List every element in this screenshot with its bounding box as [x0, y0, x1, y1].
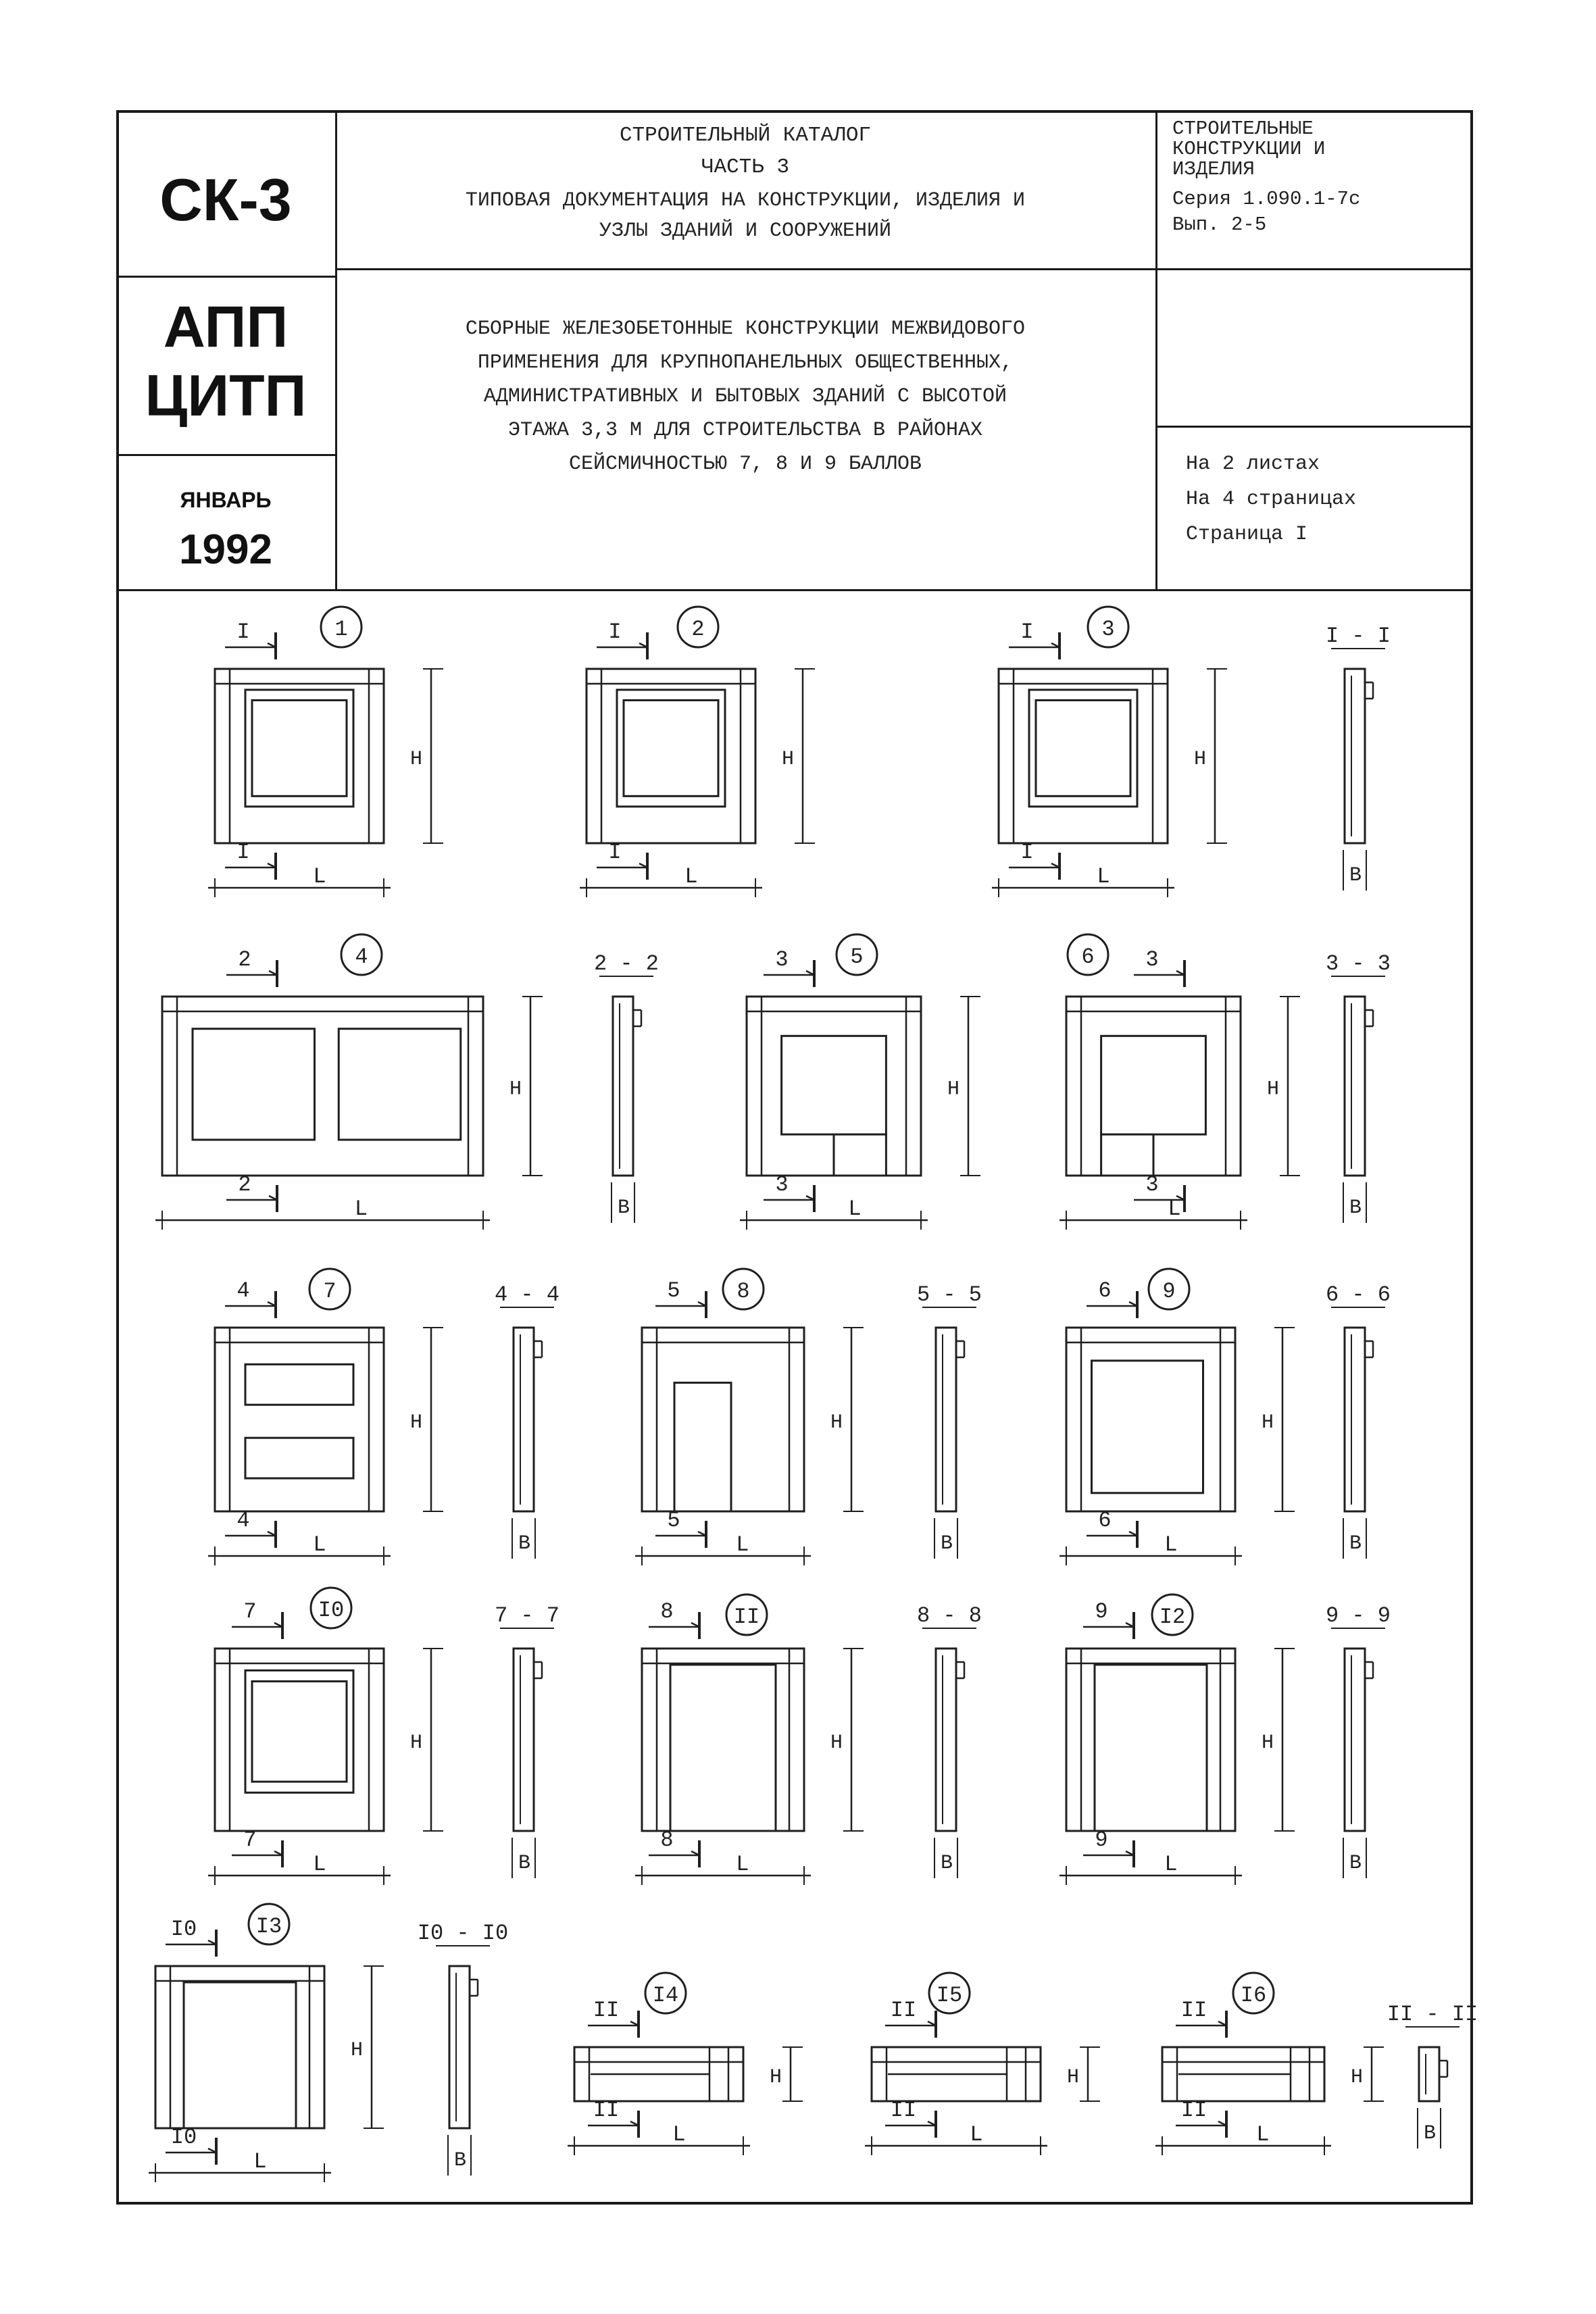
section-profile: [936, 1649, 956, 1831]
height-label: Н: [1193, 748, 1207, 771]
section-cut-label: 3: [775, 947, 789, 972]
section-10: [1387, 2002, 1478, 2148]
section-cut-label: 3: [1145, 1172, 1159, 1197]
section-cut-label: 9: [1095, 1828, 1108, 1853]
window-opening: [1036, 700, 1130, 796]
panel-number: 1: [334, 617, 348, 642]
width-label: B: [1349, 1532, 1362, 1555]
panel-15: [1155, 1973, 1384, 2155]
panel-number: II: [733, 1605, 760, 1630]
length-label: L: [313, 1532, 326, 1557]
org-name-line2: ЦИТП: [145, 363, 307, 428]
length-label: L: [1256, 2122, 1270, 2147]
opening-lower: [834, 1134, 886, 1176]
issue-year: 1992: [179, 526, 272, 573]
width-label: B: [617, 1197, 630, 1219]
opening-lower: [1101, 1134, 1153, 1176]
length-label: L: [253, 2149, 267, 2174]
section-cut-label: 2: [238, 947, 251, 972]
height-label: Н: [947, 1078, 960, 1101]
section-cut-label: II: [593, 1998, 620, 2023]
doc-title-3: АДМИНИСТРАТИВНЫХ И БЫТОВЫХ ЗДАНИЙ С ВЫСОТОЙ: [483, 385, 1007, 408]
panel-outline: [215, 669, 384, 843]
section-2: [1326, 951, 1391, 1223]
issue-number: Вып. 2-5: [1172, 213, 1267, 236]
org-name-line1: АПП: [163, 295, 289, 359]
window-opening: [624, 700, 718, 796]
opening-upper: [1101, 1036, 1206, 1134]
section-line-2: КОНСТРУКЦИИ И: [1172, 138, 1326, 160]
panel-outline: [162, 997, 483, 1176]
catalog-title: СТРОИТЕЛЬНЫЙ КАТАЛОГ: [619, 124, 872, 147]
panel-number: I3: [255, 1914, 282, 1939]
window-opening-upper: [245, 1364, 353, 1405]
panel-11: [1059, 1594, 1295, 1885]
window-opening-right: [339, 1029, 461, 1140]
panel-0: [208, 607, 443, 897]
panel-number: 5: [850, 945, 864, 970]
panel-2: [992, 607, 1227, 897]
window-frame: [245, 1670, 353, 1792]
section-cut-label: 4: [236, 1278, 250, 1303]
panel-5: [1059, 934, 1300, 1230]
catalog-desc-1: ТИПОВАЯ ДОКУМЕНТАЦИЯ НА КОНСТРУКЦИИ, ИЗДЕЛИЯ И: [465, 189, 1026, 212]
section-cut-label: 3: [775, 1172, 789, 1197]
length-label: L: [313, 864, 326, 889]
section-cut-label: II: [1180, 2098, 1207, 2123]
panel-14: [865, 1973, 1100, 2155]
panel-8: [1059, 1269, 1295, 1565]
section-profile: [1419, 2047, 1439, 2101]
height-label: Н: [350, 2039, 364, 2062]
section-title: II - II: [1387, 2002, 1478, 2027]
section-profile: [613, 997, 633, 1176]
length-label: L: [1168, 1197, 1181, 1222]
height-label: Н: [781, 748, 795, 771]
panel-outline: [215, 1649, 384, 1831]
panel-number: 2: [691, 617, 705, 642]
panel-number: 9: [1162, 1279, 1176, 1304]
panel-outline: [1066, 1649, 1235, 1831]
window-opening: [252, 1682, 347, 1782]
section-cut-label: 2: [238, 1172, 251, 1197]
section-title: 5 - 5: [916, 1282, 982, 1307]
window-frame: [617, 690, 725, 807]
height-label: Н: [830, 1411, 843, 1434]
section-cut-label: 8: [660, 1828, 674, 1853]
section-cut-label: II: [890, 1998, 917, 2023]
panel-number: 4: [355, 945, 368, 970]
section-profile: [449, 1966, 470, 2128]
length-label: L: [1164, 1852, 1178, 1877]
section-cut-label: I: [1020, 840, 1034, 865]
section-profile: [936, 1328, 956, 1511]
section-cut-label: 9: [1095, 1599, 1108, 1624]
section-profile: [1345, 1649, 1365, 1831]
section-cut-label: 7: [243, 1599, 257, 1624]
section-cut-label: 5: [667, 1278, 680, 1303]
panel-number: I2: [1159, 1605, 1186, 1630]
panel-1: [580, 607, 815, 897]
section-cut-label: I: [608, 620, 622, 645]
section-cut-label: 4: [236, 1508, 250, 1533]
section-cut-label: II: [1180, 1998, 1207, 2023]
section-title: 3 - 3: [1325, 951, 1391, 976]
doc-title-5: СЕЙСМИЧНОСТЬЮ 7, 8 И 9 БАЛЛОВ: [568, 453, 922, 476]
height-label: Н: [1350, 2066, 1364, 2089]
section-title: 4 - 4: [494, 1282, 560, 1307]
height-label: Н: [409, 748, 423, 771]
width-label: B: [1349, 1852, 1362, 1875]
panel-outline: [642, 1649, 804, 1831]
width-label: B: [940, 1532, 953, 1555]
section-5: [1326, 1282, 1391, 1559]
section-line-1: СТРОИТЕЛЬНЫЕ: [1172, 118, 1314, 140]
width-label: B: [1423, 2122, 1437, 2145]
width-label: B: [453, 2149, 467, 2172]
section-cut-label: I0: [170, 2125, 197, 2150]
section-0: [1326, 624, 1391, 890]
full-opening: [184, 1982, 296, 2128]
section-9: [418, 1921, 508, 2175]
catalog-code: СК-3: [159, 166, 292, 233]
section-profile: [514, 1649, 534, 1831]
panel-4: [740, 934, 980, 1230]
doc-title-1: СБОРНЫЕ ЖЕЛЕЗОБЕТОННЫЕ КОНСТРУКЦИИ МЕЖВИДОВОГО: [465, 318, 1026, 341]
catalog-desc-2: УЗЛЫ ЗДАНИЙ И СООРУЖЕНИЙ: [599, 220, 892, 243]
section-cut-label: 6: [1098, 1278, 1112, 1303]
length-label: L: [970, 2122, 983, 2147]
section-title: 9 - 9: [1325, 1603, 1391, 1628]
window-opening-lower: [245, 1438, 353, 1478]
panel-13: [568, 1973, 803, 2155]
section-cut-label: 3: [1145, 947, 1159, 972]
panel-12: [149, 1904, 384, 2182]
panel-outline: [155, 1966, 324, 2128]
section-cut-label: 6: [1098, 1508, 1112, 1533]
width-label: B: [1349, 864, 1362, 887]
panel-outline: [642, 1328, 804, 1511]
section-cut-label: 8: [660, 1599, 674, 1624]
width-label: B: [518, 1532, 531, 1555]
height-label: Н: [1261, 1732, 1274, 1755]
section-title: 7 - 7: [494, 1603, 560, 1628]
section-title: I0 - I0: [417, 1921, 509, 1946]
panel-number: 7: [323, 1279, 336, 1304]
height-label: Н: [830, 1732, 843, 1755]
catalog-part: ЧАСТЬ 3: [701, 155, 790, 179]
section-4: [917, 1282, 982, 1559]
length-label: L: [684, 864, 698, 889]
window-opening: [252, 700, 347, 796]
length-label: L: [672, 2122, 686, 2147]
section-title: 8 - 8: [916, 1603, 982, 1628]
length-label: L: [313, 1852, 326, 1877]
length-label: L: [848, 1197, 862, 1222]
panel-number: 6: [1081, 945, 1095, 970]
doc-title-2: ПРИМЕНЕНИЯ ДЛЯ КРУПНОПАНЕЛЬНЫХ ОБЩЕСТВЕННЫХ,: [477, 351, 1014, 374]
height-label: Н: [409, 1732, 423, 1755]
series-number: Серия 1.090.1-7с: [1172, 188, 1361, 210]
width-label: B: [518, 1852, 531, 1875]
section-title: I - I: [1325, 624, 1391, 649]
section-cut-label: I: [1020, 620, 1034, 645]
opening-upper: [782, 1036, 887, 1134]
panel-number: I6: [1240, 1983, 1267, 2008]
panel-6: [208, 1269, 443, 1565]
panel-number: I0: [318, 1598, 345, 1623]
sheet-count: На 2 листах: [1186, 453, 1320, 476]
panel-3: [155, 934, 543, 1230]
section-cut-label: I: [608, 840, 622, 865]
section-3: [495, 1282, 559, 1559]
full-opening: [670, 1665, 776, 1831]
section-profile: [1345, 997, 1365, 1176]
length-label: L: [354, 1197, 368, 1222]
width-label: B: [940, 1852, 953, 1875]
window-frame: [1029, 690, 1137, 807]
panel-9: [208, 1588, 443, 1885]
section-cut-label: 7: [243, 1828, 257, 1853]
length-label: L: [736, 1852, 749, 1877]
issue-month: ЯНВАРЬ: [180, 488, 272, 512]
section-7: [917, 1603, 982, 1878]
panel-10: [635, 1594, 864, 1885]
section-profile: [1345, 1328, 1365, 1511]
panel-number: 3: [1101, 617, 1115, 642]
panel-number: I5: [936, 1983, 963, 2008]
page-count: На 4 страницах: [1186, 488, 1357, 511]
section-cut-label: I: [236, 840, 250, 865]
window-frame: [245, 690, 353, 807]
length-label: L: [1164, 1532, 1178, 1557]
section-cut-label: II: [593, 2098, 620, 2123]
section-title: 2 - 2: [593, 951, 659, 976]
height-label: Н: [409, 1411, 423, 1434]
panel-outline: [215, 1328, 384, 1511]
height-label: Н: [1266, 1078, 1280, 1101]
door-opening: [674, 1383, 731, 1511]
section-line-3: ИЗДЕЛИЯ: [1172, 158, 1255, 180]
section-8: [1326, 1603, 1391, 1878]
section-cut-label: II: [890, 2098, 917, 2123]
window-opening-left: [193, 1029, 315, 1140]
section-profile: [514, 1328, 534, 1511]
panel-7: [635, 1269, 864, 1565]
section-6: [495, 1603, 559, 1878]
height-label: Н: [1261, 1411, 1274, 1434]
section-1: [594, 951, 659, 1223]
panel-outline: [587, 669, 755, 843]
panel-number: I4: [652, 1983, 679, 2008]
section-cut-label: I: [236, 620, 250, 645]
section-title: 6 - 6: [1325, 1282, 1391, 1307]
length-label: L: [1097, 864, 1110, 889]
width-label: B: [1349, 1197, 1362, 1219]
height-label: Н: [509, 1078, 522, 1101]
section-cut-label: 5: [667, 1508, 680, 1533]
doc-title-4: ЭТАЖА 3,3 М ДЛЯ СТРОИТЕЛЬСТВА В РАЙОНАХ: [507, 419, 983, 442]
door-opening-wide: [1092, 1361, 1203, 1493]
section-profile: [1345, 669, 1365, 843]
length-label: L: [736, 1532, 749, 1557]
height-label: Н: [769, 2066, 782, 2089]
section-cut-label: I0: [170, 1917, 197, 1942]
panel-outline: [999, 669, 1168, 843]
height-label: Н: [1066, 2066, 1080, 2089]
page-number: Страница I: [1186, 523, 1308, 546]
full-opening: [1095, 1665, 1207, 1831]
panel-number: 8: [737, 1279, 750, 1304]
